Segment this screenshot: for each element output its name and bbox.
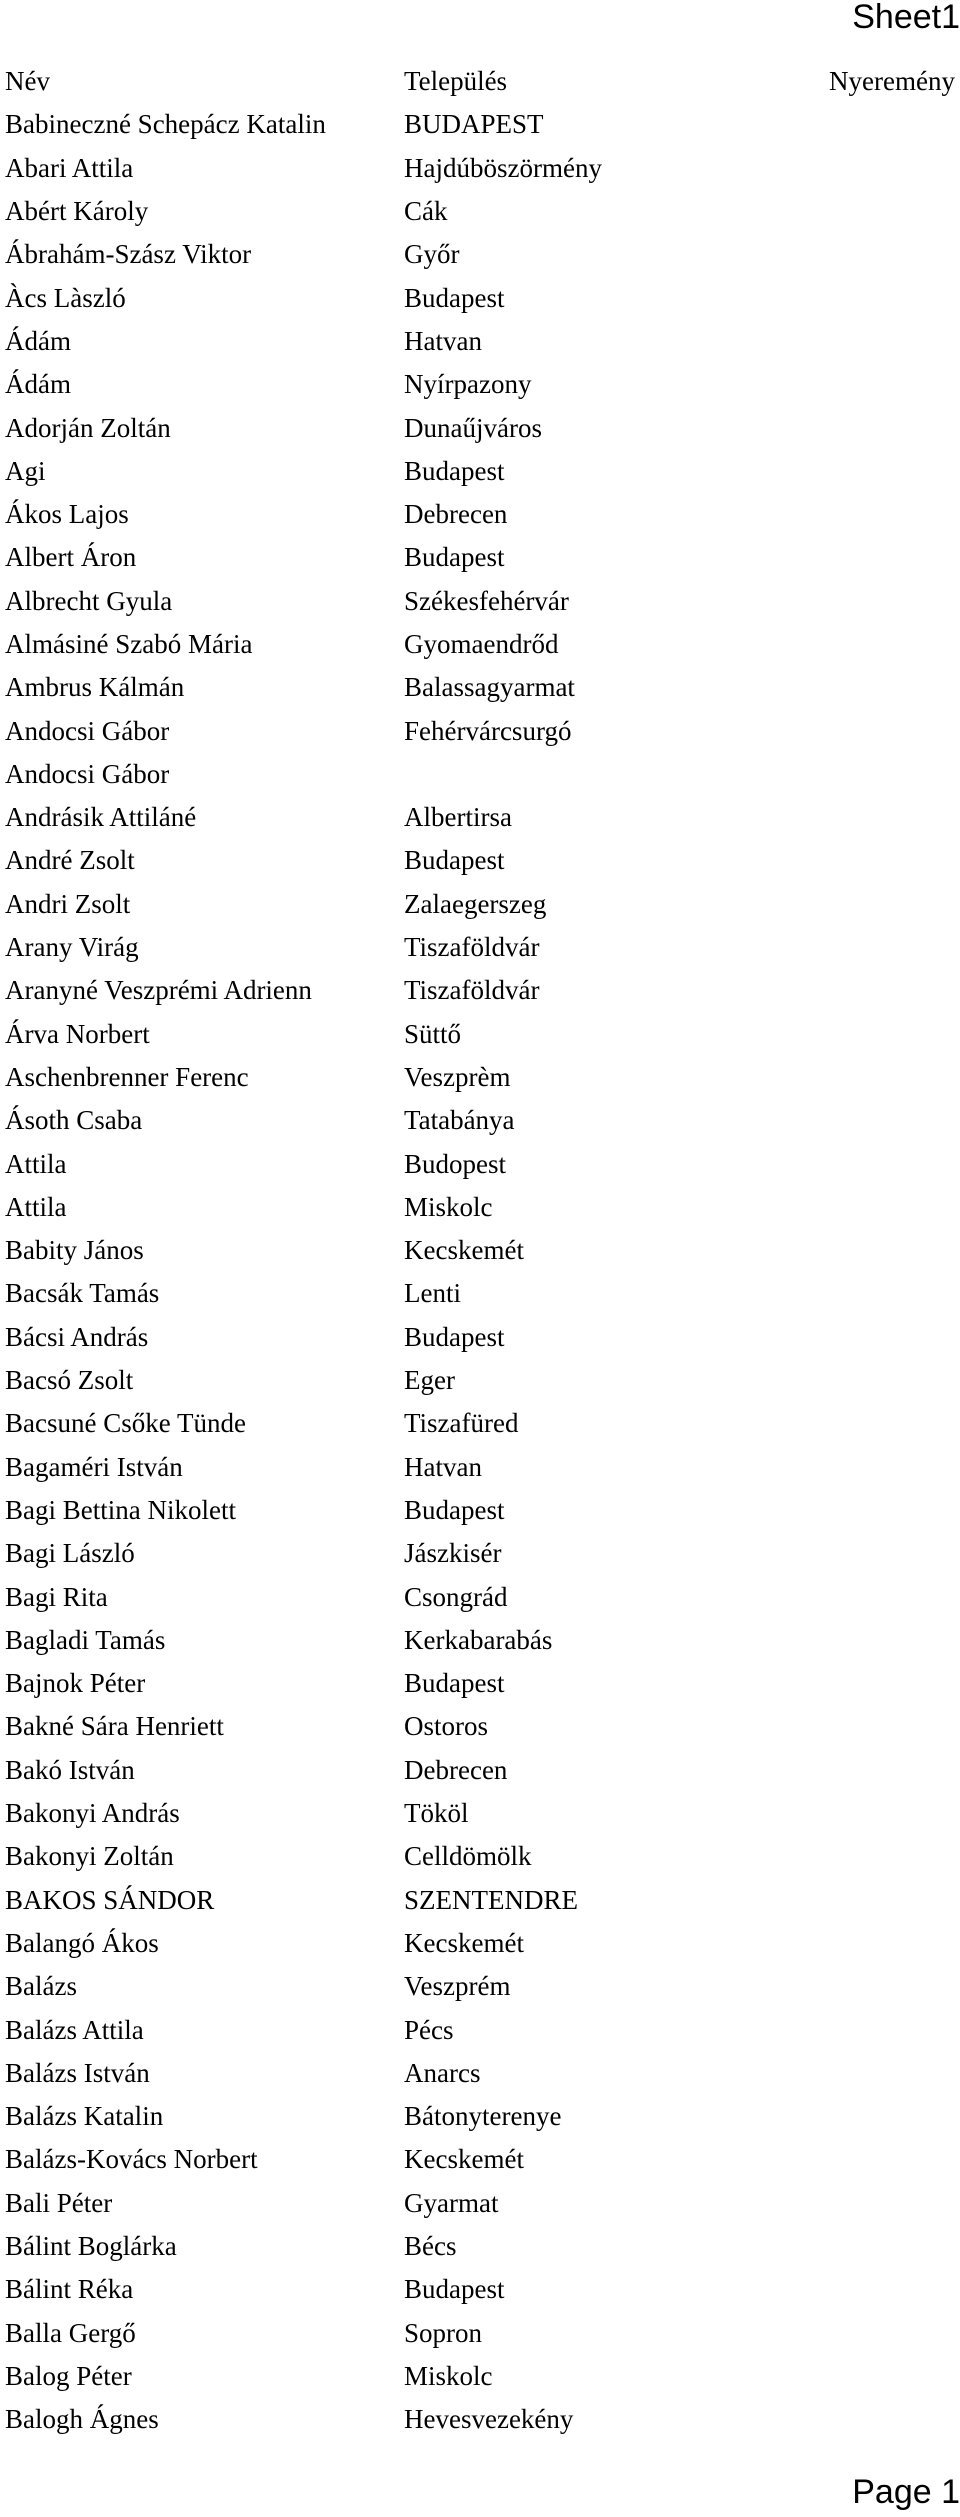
cell-name: Balázs István: [5, 2057, 150, 2088]
cell-prize: [755, 839, 955, 882]
cell-town: Nyírpazony: [404, 369, 532, 400]
cell-name: Aranyné Veszprémi Adrienn: [5, 975, 312, 1006]
cell-town: Budapest: [404, 542, 505, 573]
cell-name: BAKOS SÁNDOR: [5, 1884, 215, 1915]
table-row: [5, 2052, 955, 2095]
cell-prize: [755, 2225, 955, 2268]
cell-name: Albrecht Gyula: [5, 585, 173, 616]
table-row: [5, 1575, 955, 1618]
sheet-title: Sheet1: [852, 0, 960, 36]
table-row: [5, 1965, 955, 2008]
cell-prize: [755, 320, 955, 363]
cell-prize: [755, 363, 955, 406]
table-row: [5, 2138, 955, 2181]
cell-town: Zalaegerszeg: [404, 888, 547, 919]
cell-town: Budapest: [404, 1494, 505, 1525]
cell-name: André Zsolt: [5, 845, 135, 876]
cell-prize: [755, 796, 955, 839]
cell-town: Balassagyarmat: [404, 672, 575, 703]
cell-town: Tiszaföldvár: [404, 932, 540, 963]
cell-town: Anarcs: [404, 2057, 481, 2088]
header-row: [5, 60, 955, 103]
cell-name: Adorján Zoltán: [5, 412, 171, 443]
cell-prize: [755, 753, 955, 796]
cell-name: Bakné Sára Henriett: [5, 1711, 224, 1742]
cell-name: Abért Károly: [5, 196, 149, 227]
cell-prize: [755, 2311, 955, 2354]
cell-prize: [755, 1402, 955, 1445]
cell-town: Lenti: [404, 1278, 461, 1309]
cell-prize: [755, 2008, 955, 2051]
table-row: [5, 753, 955, 796]
column-header-name: Név: [5, 66, 50, 97]
cell-prize: [755, 666, 955, 709]
cell-prize: [755, 1662, 955, 1705]
table-row: [5, 1446, 955, 1489]
cell-prize: [755, 883, 955, 926]
cell-town: Bátonyterenye: [404, 2101, 562, 2132]
cell-town: Pécs: [404, 2014, 454, 2045]
cell-name: Bakó István: [5, 1754, 135, 1785]
cell-name: Balázs: [5, 1971, 77, 2002]
cell-town: Tököl: [404, 1798, 469, 1829]
cell-town: Budopest: [404, 1148, 507, 1179]
table-row: [5, 1749, 955, 1792]
cell-name: Àcs Làszló: [5, 282, 126, 313]
cell-name: Bagi Rita: [5, 1581, 108, 1612]
table-row: [5, 450, 955, 493]
cell-town: Tiszafüred: [404, 1408, 519, 1439]
column-header-prize: Nyeremény: [829, 66, 955, 97]
table-row: [5, 1878, 955, 1921]
cell-town: Kecskemét: [404, 1235, 524, 1266]
cell-name: Árva Norbert: [5, 1018, 150, 1049]
table-row: [5, 1532, 955, 1575]
cell-name: Balogh Ágnes: [5, 2404, 159, 2435]
cell-prize: [755, 1272, 955, 1315]
cell-name: Bakonyi András: [5, 1798, 180, 1829]
cell-town: Debrecen: [404, 1754, 508, 1785]
cell-name: Babity János: [5, 1235, 144, 1266]
table-row: [5, 1922, 955, 1965]
table-row: [5, 320, 955, 363]
cell-town: SZENTENDRE: [404, 1884, 578, 1915]
cell-town: Budapest: [404, 1321, 505, 1352]
cell-name: Bagi László: [5, 1538, 135, 1569]
cell-prize: [755, 1099, 955, 1142]
table-row: [5, 666, 955, 709]
cell-name: Ákos Lajos: [5, 499, 129, 530]
cell-town: Hajdúböszörmény: [404, 152, 602, 183]
cell-name: Balla Gergő: [5, 2317, 136, 2348]
cell-name: Andocsi Gábor: [5, 715, 170, 746]
cell-town: Budapest: [404, 455, 505, 486]
table-row: [5, 1402, 955, 1445]
cell-prize: [755, 1922, 955, 1965]
cell-prize: [755, 1316, 955, 1359]
cell-prize: [755, 926, 955, 969]
cell-name: Balázs Attila: [5, 2014, 144, 2045]
cell-town: Fehérvárcsurgó: [404, 715, 572, 746]
cell-name: Bácsi András: [5, 1321, 149, 1352]
cell-prize: [755, 1446, 955, 1489]
table-row: [5, 709, 955, 752]
cell-prize: [755, 2398, 955, 2441]
cell-town: Bécs: [404, 2230, 457, 2261]
cell-town: Jászkisér: [404, 1538, 502, 1569]
cell-prize: [755, 1532, 955, 1575]
table-row: [5, 580, 955, 623]
cell-town: Kecskemét: [404, 2144, 524, 2175]
table-row: [5, 969, 955, 1012]
cell-name: Ábrahám-Szász Viktor: [5, 239, 252, 270]
table-row: [5, 363, 955, 406]
cell-prize: [755, 1013, 955, 1056]
table-row: [5, 1489, 955, 1532]
cell-prize: [755, 1142, 955, 1185]
cell-name: Agi: [5, 455, 46, 486]
cell-name: Andocsi Gábor: [5, 758, 170, 789]
cell-town: Kerkabarabás: [404, 1624, 553, 1655]
table-row: [5, 796, 955, 839]
table-row: [5, 1099, 955, 1142]
cell-name: Almásiné Szabó Mária: [5, 629, 253, 659]
cell-name: Balázs-Kovács Norbert: [5, 2144, 258, 2175]
cell-name: Bajnok Péter: [5, 1668, 146, 1699]
cell-name: Attila: [5, 1191, 67, 1222]
table-body: [5, 103, 955, 2441]
table-row: [5, 1705, 955, 1748]
cell-prize: [755, 1835, 955, 1878]
cell-name: Attila: [5, 1148, 67, 1179]
table-row: [5, 2182, 955, 2225]
table-row: [5, 406, 955, 449]
cell-prize: [755, 2052, 955, 2095]
table-row: [5, 147, 955, 190]
cell-prize: [755, 190, 955, 233]
cell-town: Miskolc: [404, 1191, 493, 1222]
cell-name: Babineczné Schepácz Katalin: [5, 109, 326, 140]
cell-town: Gyarmat: [404, 2187, 499, 2218]
table-row: [5, 233, 955, 276]
cell-name: Bacsó Zsolt: [5, 1365, 134, 1396]
cell-prize: [755, 493, 955, 536]
cell-name: Andrásik Attiláné: [5, 802, 197, 833]
cell-prize: [755, 1186, 955, 1229]
cell-prize: [755, 1575, 955, 1618]
table-row: [5, 2225, 955, 2268]
cell-name: Ambrus Kálmán: [5, 672, 185, 703]
table-row: [5, 536, 955, 579]
cell-town: Székesfehérvár: [404, 585, 569, 616]
cell-prize: [755, 969, 955, 1012]
cell-prize: [755, 1792, 955, 1835]
cell-town: Tatabánya: [404, 1105, 515, 1136]
cell-town: Celldömölk: [404, 1841, 532, 1872]
table-row: [5, 883, 955, 926]
table-row: [5, 1056, 955, 1099]
cell-town: Csongrád: [404, 1581, 508, 1612]
cell-name: Bálint Réka: [5, 2274, 134, 2305]
cell-name: Ádám: [5, 325, 71, 356]
cell-prize: [755, 1359, 955, 1402]
cell-prize: [755, 2268, 955, 2311]
cell-town: Debrecen: [404, 499, 508, 530]
cell-prize: [755, 709, 955, 752]
cell-prize: [755, 2138, 955, 2181]
cell-prize: [755, 406, 955, 449]
table-row: [5, 623, 955, 666]
cell-town: Hatvan: [404, 1451, 482, 1482]
cell-prize: [755, 276, 955, 319]
cell-town: Albertirsa: [404, 802, 512, 833]
cell-town: Kecskemét: [404, 1927, 524, 1958]
cell-town: Hatvan: [404, 325, 482, 356]
cell-prize: [755, 2095, 955, 2138]
table-row: [5, 839, 955, 882]
cell-prize: [755, 1749, 955, 1792]
cell-name: Balog Péter: [5, 2360, 132, 2391]
cell-town: Sopron: [404, 2317, 483, 2348]
cell-prize: [755, 103, 955, 146]
cell-prize: [755, 1619, 955, 1662]
cell-name: Bálint Boglárka: [5, 2230, 177, 2261]
table-row: [5, 1142, 955, 1185]
table-row: [5, 2268, 955, 2311]
cell-town: Cák: [404, 196, 448, 227]
page-footer: Page 1: [852, 2473, 960, 2511]
cell-prize: [755, 623, 955, 666]
cell-prize: [755, 233, 955, 276]
table-row: [5, 493, 955, 536]
table-row: [5, 1792, 955, 1835]
cell-prize: [755, 450, 955, 493]
cell-town: Budapest: [404, 845, 505, 876]
cell-name: Balázs Katalin: [5, 2101, 164, 2132]
cell-name: Abari Attila: [5, 152, 134, 183]
cell-prize: [755, 1705, 955, 1748]
cell-prize: [755, 2355, 955, 2398]
cell-town: Veszprém: [404, 1971, 511, 2002]
table-row: [5, 2008, 955, 2051]
data-table: [5, 60, 955, 2441]
cell-name: Bali Péter: [5, 2187, 113, 2218]
cell-prize: [755, 1965, 955, 2008]
table-row: [5, 276, 955, 319]
table-row: [5, 1272, 955, 1315]
cell-name: Bakonyi Zoltán: [5, 1841, 174, 1872]
cell-name: Bacsák Tamás: [5, 1278, 160, 1309]
cell-prize: [755, 536, 955, 579]
table-row: [5, 1359, 955, 1402]
cell-name: Bacsuné Csőke Tünde: [5, 1408, 246, 1439]
cell-name: Aschenbrenner Ferenc: [5, 1061, 249, 1092]
table-row: [5, 1835, 955, 1878]
table-row: [5, 1619, 955, 1662]
cell-prize: [755, 2182, 955, 2225]
table-row: [5, 1229, 955, 1272]
column-header-town: Település: [404, 66, 508, 97]
cell-town: Budapest: [404, 1668, 505, 1699]
table-row: [5, 1013, 955, 1056]
table-row: [5, 103, 955, 146]
cell-name: Ádám: [5, 369, 71, 400]
cell-name: Andri Zsolt: [5, 888, 131, 919]
cell-town: Gyomaendrőd: [404, 629, 559, 659]
cell-name: Bagladi Tamás: [5, 1624, 166, 1655]
table-row: [5, 2355, 955, 2398]
cell-name: Ásoth Csaba: [5, 1105, 143, 1136]
cell-prize: [755, 1056, 955, 1099]
cell-name: Arany Virág: [5, 932, 139, 963]
cell-town: Ostoros: [404, 1711, 489, 1742]
table-row: [5, 190, 955, 233]
table-row: [5, 2095, 955, 2138]
cell-town: Budapest: [404, 282, 505, 313]
cell-name: Albert Áron: [5, 542, 137, 573]
table-row: [5, 926, 955, 969]
cell-town: Süttő: [404, 1018, 462, 1049]
table-row: [5, 1662, 955, 1705]
cell-name: Bagi Bettina Nikolett: [5, 1494, 236, 1525]
cell-prize: [755, 1489, 955, 1532]
cell-prize: [755, 1229, 955, 1272]
cell-town: [404, 753, 755, 796]
cell-town: Hevesvezekény: [404, 2404, 574, 2435]
cell-name: Bagaméri István: [5, 1451, 183, 1482]
cell-town: Veszprèm: [404, 1061, 511, 1092]
cell-town: Dunaűjváros: [404, 412, 542, 443]
cell-town: BUDAPEST: [404, 109, 544, 140]
table-row: [5, 1186, 955, 1229]
cell-town: Eger: [404, 1365, 455, 1396]
cell-prize: [755, 580, 955, 623]
cell-prize: [755, 1878, 955, 1921]
cell-town: Budapest: [404, 2274, 505, 2305]
cell-prize: [755, 147, 955, 190]
cell-town: Miskolc: [404, 2360, 493, 2391]
table-row: [5, 2398, 955, 2441]
cell-town: Tiszaföldvár: [404, 975, 540, 1006]
table-row: [5, 1316, 955, 1359]
cell-name: Balangó Ákos: [5, 1927, 159, 1958]
cell-town: Győr: [404, 239, 460, 270]
table-row: [5, 2311, 955, 2354]
